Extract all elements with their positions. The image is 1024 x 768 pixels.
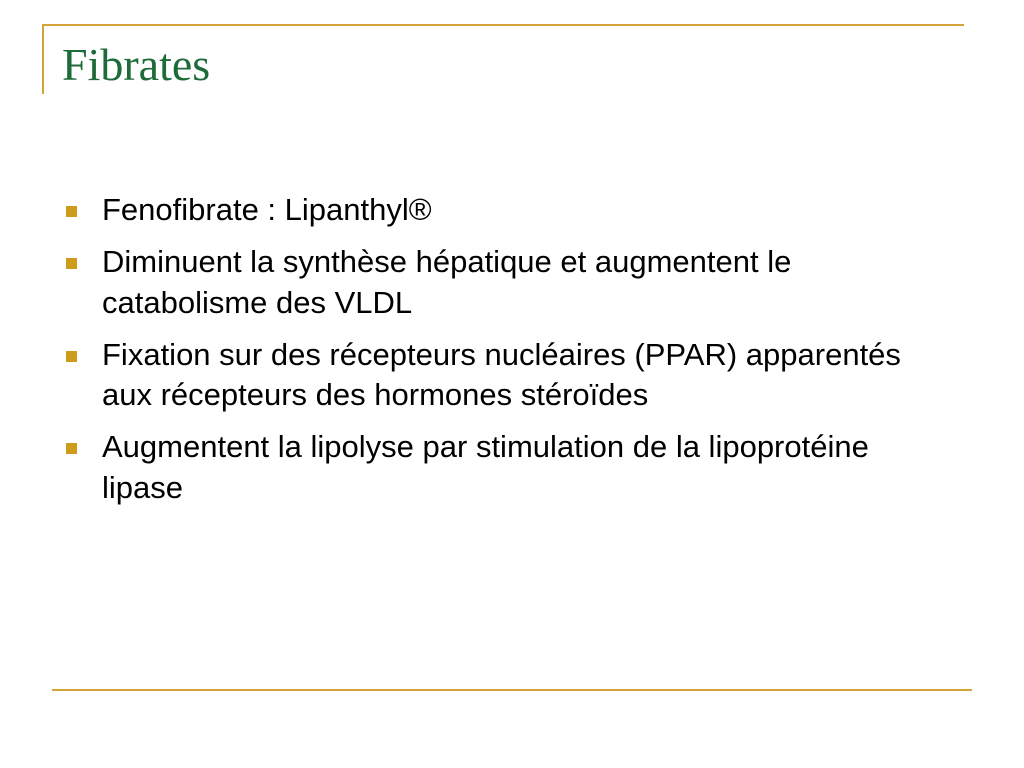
square-bullet-icon xyxy=(66,443,77,454)
bullet-item xyxy=(64,190,944,230)
slide-title: Fibrates xyxy=(62,39,211,90)
square-bullet-icon xyxy=(66,258,77,269)
bullet-list xyxy=(64,190,944,520)
title-frame-top-rule xyxy=(42,24,964,26)
bullet-text: Diminuent la synthèse hépatique et augmentent le catabolisme des VLDL xyxy=(102,244,792,320)
title-frame-left-rule xyxy=(42,24,44,94)
square-bullet-icon xyxy=(66,206,77,217)
square-bullet-icon xyxy=(66,351,77,362)
bullet-item xyxy=(64,242,944,323)
bullet-text: Augmentent la lipolyse par stimulation de la lipoprotéine lipase xyxy=(102,429,869,505)
footer-rule xyxy=(52,689,972,691)
bullet-item xyxy=(64,335,944,416)
bullet-text: Fenofibrate : Lipanthyl® xyxy=(102,192,432,227)
bullet-text: Fixation sur des récepteurs nucléaires (PPAR) apparentés aux récepteurs des hormones stéroïdes xyxy=(102,336,901,413)
bullet-item xyxy=(64,427,944,508)
